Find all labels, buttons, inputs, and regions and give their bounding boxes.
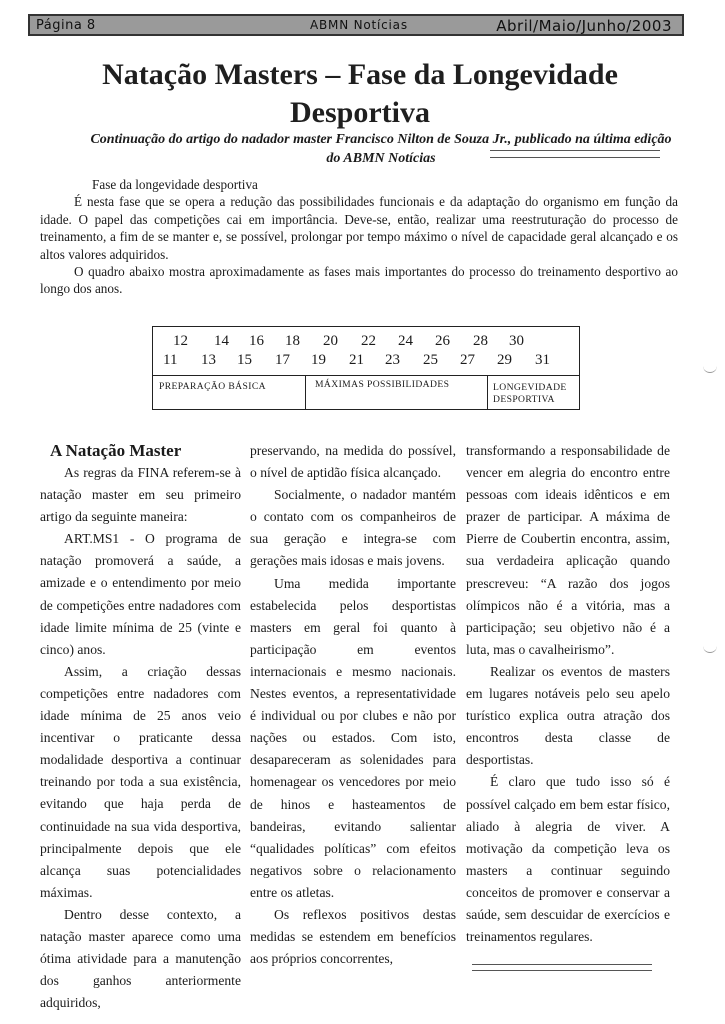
age-cell: 31 xyxy=(535,352,550,368)
age-cell: 18 xyxy=(285,333,300,349)
scan-edge-mark xyxy=(703,362,717,373)
article-subtitle: Continuação do artigo do nadador master Francisco Nilton de Souza Jr., publicado na última edição do ABMN Notícias xyxy=(90,132,672,166)
intro-paragraph: O quadro abaixo mostra aproximadamente as fases mais importantes do processo do treinamento desportivo ao longo dos anos. xyxy=(40,264,678,297)
section-heading: A Natação Master xyxy=(50,441,182,460)
age-cell: 15 xyxy=(237,352,252,368)
age-cell: 26 xyxy=(435,333,450,349)
age-cell: 22 xyxy=(361,333,376,349)
age-cell: 27 xyxy=(460,352,475,368)
page-header-bar xyxy=(28,14,684,36)
phase-label: LONGEVIDADE DESPORTIVA xyxy=(493,382,567,405)
age-cell: 23 xyxy=(385,352,400,368)
column-paragraph: Socialmente, o nadador mantém o contato com os companheiros de sua geração e integra-se com gerações mais idosas e mais jovens. xyxy=(250,487,456,569)
age-cell: 29 xyxy=(497,352,512,368)
article-end-divider xyxy=(472,964,652,971)
phase-row-divider xyxy=(153,375,579,376)
column-paragraph: É claro que tudo isso só é possível calçado em bem estar físico, aliado à alegria de viver. A motivação da competição leva os masters a continuar seguindo conceitos de promover e conservar a saúde, sem descuidar de exercícios e treinamentos regulares. xyxy=(466,774,670,945)
column-1 xyxy=(40,440,241,1014)
column-paragraph: Realizar os eventos de masters em lugares notáveis pelo seu apelo turístico explica outra atração dos encontros desta classe de desportistas. xyxy=(466,663,670,768)
age-cell: 30 xyxy=(509,333,524,349)
phase-label: MÁXIMAS POSSIBILIDADES xyxy=(315,379,450,390)
phase-column-divider xyxy=(487,375,488,409)
article-title: Natação Masters – Fase da Longevidade Desportiva xyxy=(102,58,618,129)
age-cell: 13 xyxy=(201,352,216,368)
publication-name: ABMN Notícias xyxy=(310,18,408,32)
age-cell: 17 xyxy=(275,352,290,368)
column-3 xyxy=(466,440,670,948)
intro-text xyxy=(40,176,678,298)
age-cell: 14 xyxy=(214,333,229,349)
age-cell: 21 xyxy=(349,352,364,368)
column-2 xyxy=(250,440,456,970)
page-number: Página 8 xyxy=(36,18,96,33)
column-paragraph: preservando, na medida do possível, o nível de aptidão física alcançado. xyxy=(250,443,456,481)
age-cell: 24 xyxy=(398,333,413,349)
phase-column-divider xyxy=(305,375,306,409)
age-cell: 20 xyxy=(323,333,338,349)
age-cell: 28 xyxy=(473,333,488,349)
age-cell: 12 xyxy=(173,333,188,349)
column-paragraph: Dentro desse contexto, a natação master aparece como uma ótima atividade para a manutenção dos ganhos anteriormente adquiridos, xyxy=(40,906,241,1011)
column-paragraph: Uma medida importante estabelecida pelos desportistas masters em geral foi quanto à participação em eventos internacionais e mesmo nacionais. Nestes eventos, a representatividade é individual ou por clubes e não por nações ou estados. Com isto, desapareceram as solenidades para homenagear os vencedores por meio de hinos e hasteamentos de bandeiras, evitando salientar “qualidades políticas” com efeitos negativos sobre o relacionamento entre os atletas. xyxy=(250,575,456,900)
scan-edge-mark xyxy=(703,642,717,653)
age-cell: 19 xyxy=(311,352,326,368)
issue-date: Abril/Maio/Junho/2003 xyxy=(496,17,672,35)
intro-paragraph: É nesta fase que se opera a redução das possibilidades funcionais e da adaptação do organismo em função da idade. O papel das competições cai em importância. Deve-se, então, realizar uma reestruturação do processo de treinamento, a fim de se manter e, se possível, prolongar por tempo máximo o nível de capacidade geral alcançado e os altos valores adquiridos. xyxy=(40,194,678,262)
column-paragraph: As regras da FINA referem-se à natação master em seu primeiro artigo da seguinte maneira: xyxy=(40,465,241,525)
column-paragraph: ART.MS1 - O programa de natação promoverá a saúde, a amizade e o entendimento por meio de competições entre nadadores com idade limite mínima de 25 (vinte e cinco) anos. xyxy=(40,531,241,657)
subtitle-divider xyxy=(490,150,660,158)
column-paragraph: Os reflexos positivos destas medidas se estendem em benefícios aos próprios concorrentes, xyxy=(250,906,456,967)
age-cell: 11 xyxy=(163,352,178,368)
column-paragraph: Assim, a criação dessas competições entre nadadores com idade mínima de 25 anos veio incentivar o praticante dessa modalidade desportiva a continuar treinando por toda a sua existência, evitando que haja perda de continuidade na sua vida desportiva, principalmente depois que ele alcança suas potencialidades máximas. xyxy=(40,663,241,900)
intro-lead: Fase da longevidade desportiva xyxy=(92,177,258,192)
training-phases-table xyxy=(152,326,580,410)
column-paragraph: transformando a responsabilidade de vencer em alegria do encontro entre pessoas com ideais idênticos e em prazer de participar. A máxima de Pierre de Coubertin encontra, assim, sua verdadeira aplicação quando prescreveu: “A razão dos jogos olímpicos não é a vitória, mas a participação; seu objetivo não é a luta, mas o cavalheirismo”. xyxy=(466,443,670,657)
age-cell: 16 xyxy=(249,333,264,349)
phase-label: PREPARAÇÃO BÁSICA xyxy=(159,381,266,392)
age-cell: 25 xyxy=(423,352,438,368)
